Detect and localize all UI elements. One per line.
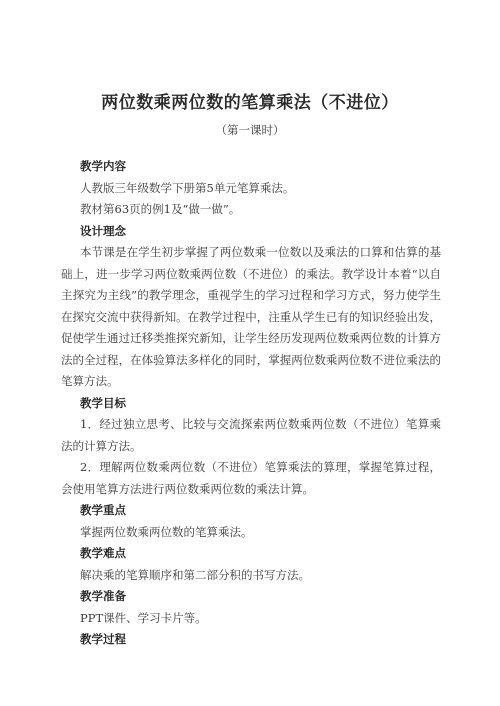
paragraph: 教材第63页的例1及“做一做”。: [80, 202, 241, 216]
section-heading-preparation: 教学准备: [80, 589, 126, 603]
paragraph: PPT课件、学习卡片等。: [80, 610, 207, 625]
section-heading-design-concept: 设计理念: [80, 223, 126, 238]
paragraph: 人教版三年级数学下册第5单元笔算乘法。: [80, 180, 295, 195]
page-subtitle: （第一课时）: [215, 123, 285, 137]
paragraph: 2．理解两位数乘两位数（不进位）笔算乘法的算理，掌握笔算过程，会使用笔算方法进行两位数乘两位数的乘法计算。: [61, 460, 441, 496]
section-heading-teaching-content: 教学内容: [80, 159, 126, 173]
section-heading-key-points: 教学重点: [80, 503, 126, 517]
paragraph: 掌握两位数乘两位数的笔算乘法。: [80, 524, 253, 539]
section-heading-process: 教学过程: [80, 632, 126, 646]
section-heading-teaching-goals: 教学目标: [80, 395, 126, 410]
paragraph: 本节课是在学生初步掌握了两位数乘一位数以及乘法的口算和估算的基础上，进一步学习两位数乘两位数（不进位）的乘法。教学设计本着“以自主探究为主线”的教学理念，重视学生的学习过程和学习方式，努力使学生在探究交流中获得新知。在教学过程中，注重从学生已有的知识经验出发，促使学生通过迁移类推探究新知，让学生经历发现两位数乘两位数的计算方法的全过程，在体验算法多样化的同时，掌握两位数乘两位数不进位乘法的笔算方法。: [61, 245, 441, 388]
section-heading-difficulties: 教学难点: [80, 546, 126, 560]
paragraph: 解决乘的笔算顺序和第二部分积的书写方法。: [80, 567, 310, 582]
page-title: 两位数乘两位数的笔算乘法（不进位）: [101, 93, 399, 113]
paragraph: 1．经过独立思考、比较与交流探索两位数乘两位数（不进位）笔算乘法的计算方法。: [61, 417, 441, 453]
document-body: [61, 156, 441, 651]
